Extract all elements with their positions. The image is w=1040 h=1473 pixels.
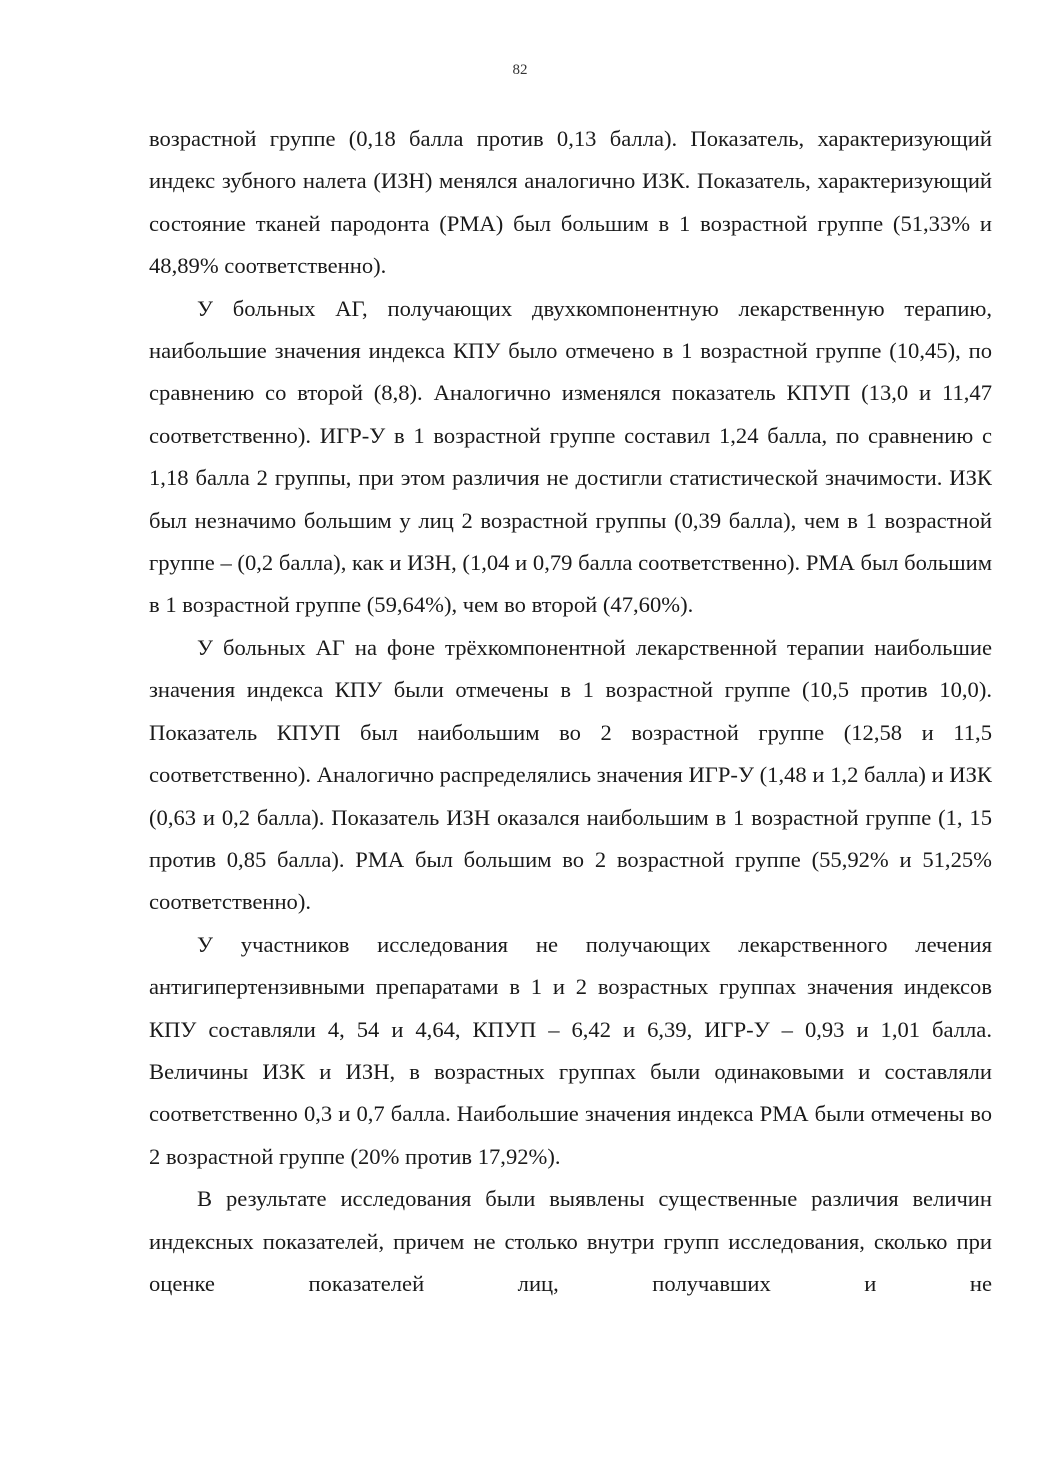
paragraph-three-component-therapy: У больных АГ на фоне трёхкомпонентной лекарственной терапии наибольшие значения индекса КПУ были отмечены в 1 возрастной группе (10,5 против 10,0). Показатель КПУП был наибольшим во 2 возрастной группе (12,58 и 11,5 соответственно). Аналогично распределялись значения ИГР-У (1,48 и 1,2 балла) и ИЗК (0,63 и 0,2 балла). Показатель ИЗН оказался наибольшим в 1 возрастной группе (1, 15 против 0,85 балла). РМА был большим во 2 возрастной группе (55,92% и 51,25% соответственно). xyxy=(149,634,992,915)
paragraph-two-component-therapy: У больных АГ, получающих двухкомпонентную лекарственную терапию, наибольшие значения индекса КПУ было отмечено в 1 возрастной группе (10,45), по сравнению со второй (8,8). Аналогично изменялся показатель КПУП (13,0 и 11,47 соответственно). ИГР-У в 1 возрастной группе составил 1,24 балла, по сравнению с 1,18 балла 2 группы, при этом различия не достигли статистической значимости. ИЗК был незначимо большим у лиц 2 возрастной группы (0,39 балла), чем в 1 возрастной группе – (0,2 балла), как и ИЗН, (1,04 и 0,79 балла соответственно). РМА был большим в 1 возрастной группе (59,64%), чем во второй (47,60%). xyxy=(149,295,992,618)
page-number: 82 xyxy=(512,62,528,78)
paragraph-no-medication: У участников исследования не получающих лекарственного лечения антигипертензивными препаратами в 1 и 2 возрастных группах значения индексов КПУ составляли 4, 54 и 4,64, КПУП – 6,42 и 6,39, ИГР-У – 0,93 и 1,01 балла. Величины ИЗК и ИЗН, в возрастных группах были одинаковыми и составляли соответственно 0,3 и 0,7 балла. Наибольшие значения индекса РМА были отмечены во 2 возрастной группе (20% против 17,92%). xyxy=(149,931,992,1169)
paragraph-results: В результате исследования были выявлены существенные различия величин индексных показателей, причем не столько внутри групп исследования, сколько при оценке показателей лиц, получавших и не xyxy=(149,1186,992,1296)
paragraph-continuation: возрастной группе (0,18 балла против 0,13 балла). Показатель, характеризующий индекс зубного налета (ИЗН) менялся аналогично ИЗК. Показатель, характеризующий состояние тканей пародонта (РМА) был большим в 1 возрастной группе (51,33% и 48,89% соответственно). xyxy=(149,126,992,279)
body-text xyxy=(149,118,992,1305)
